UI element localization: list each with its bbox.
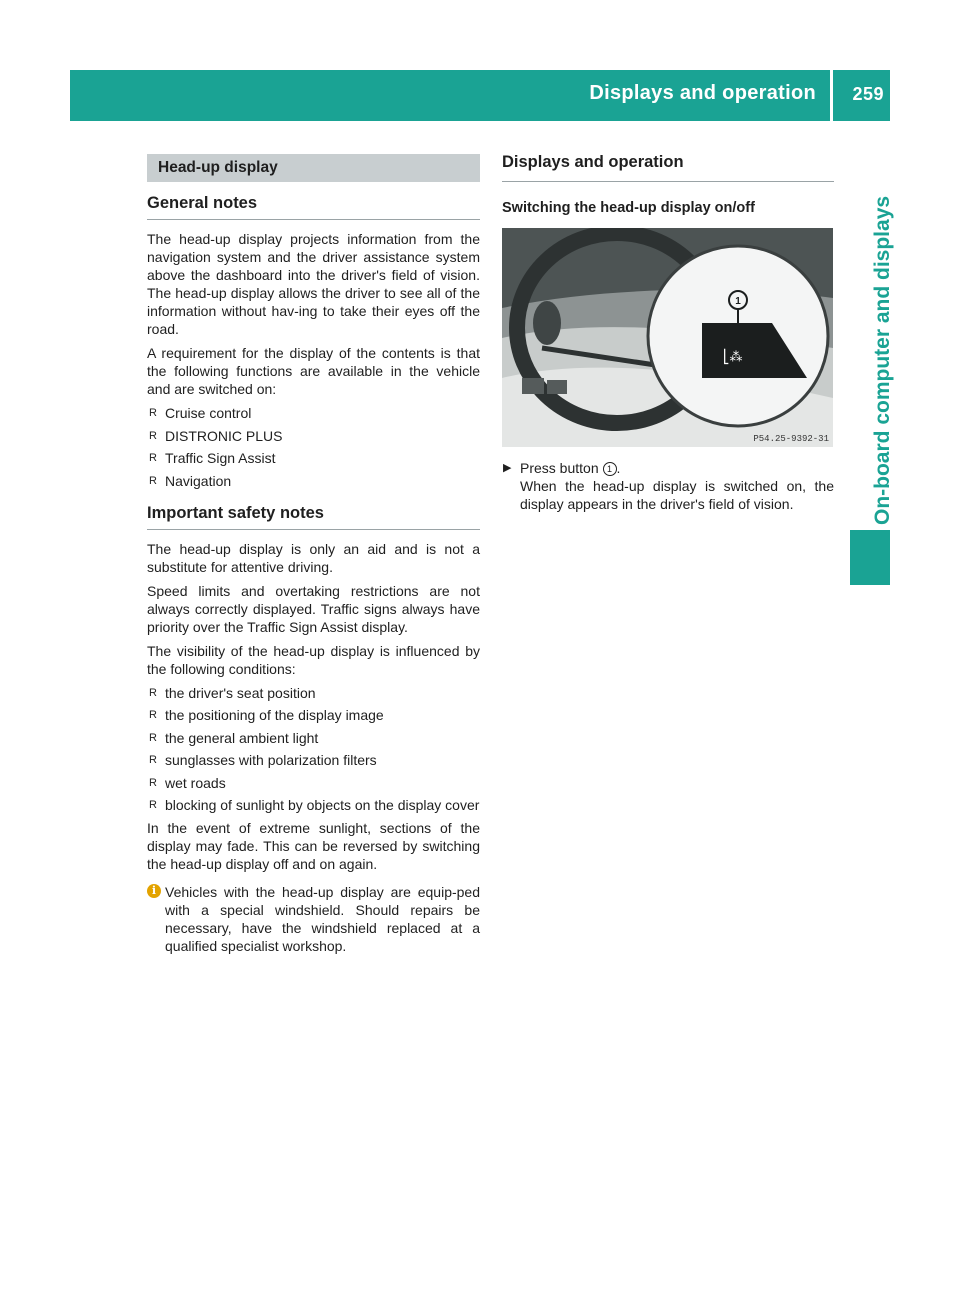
general-notes-heading: General notes	[147, 194, 480, 220]
page-header	[70, 70, 890, 121]
side-tab-title: On-board computer and displays	[871, 195, 894, 525]
list-item-text: Navigation	[165, 472, 232, 489]
page-number: 259	[852, 84, 884, 104]
general-paragraph-1: The head-up display projects information from the navigation system and the driver assistance system above the dashboard into the driver's field of vision. The head-up display allows the driver to see all of the information without hav-ing to take their eyes off the road.	[147, 231, 480, 337]
bullet-icon: R	[149, 429, 157, 442]
step-text: Press button	[520, 460, 599, 476]
button-callout: 1	[603, 462, 617, 476]
dashboard-photo	[502, 228, 833, 447]
header-divider	[830, 70, 833, 121]
bullet-icon: R	[149, 731, 157, 744]
list-item	[147, 449, 480, 467]
safety-notes-heading: Important safety notes	[147, 504, 480, 530]
info-note-text: Vehicles with the head-up display are equip-ped with a special windshield. Should repairs be necessary, have the windshield replaced at a qualified specialist workshop.	[165, 883, 480, 954]
side-tab-block	[850, 530, 890, 585]
section-title: Head-up display	[147, 154, 480, 182]
list-item	[147, 774, 480, 792]
list-item	[147, 472, 480, 490]
list-item	[147, 427, 480, 445]
hud-symbol-icon: ⎣⁂	[723, 350, 743, 365]
header-title: Displays and operation	[589, 82, 816, 104]
safety-paragraph-3: The visibility of the head-up display is influenced by the following conditions:	[147, 642, 480, 677]
functions-list	[147, 404, 480, 490]
list-item	[147, 684, 480, 702]
bullet-icon: R	[149, 709, 157, 721]
step-line	[520, 459, 834, 477]
list-item-text: Traffic Sign Assist	[165, 450, 276, 466]
list-item-text: DISTRONIC PLUS	[165, 427, 283, 444]
step-arrow-icon: ▶	[503, 462, 512, 474]
right-column	[502, 150, 834, 519]
list-item-text: wet roads	[165, 774, 226, 791]
list-item	[147, 729, 480, 747]
bullet-icon: R	[149, 407, 157, 419]
switch-hud-heading: Switching the head-up display on/off	[502, 200, 755, 216]
general-paragraph-2: A requirement for the display of the contents is that the following functions are available in the vehicle and are switched on:	[147, 345, 480, 397]
dashboard-illustration	[502, 228, 833, 447]
left-column	[147, 150, 480, 961]
bullet-icon: R	[149, 776, 157, 789]
bullet-icon: R	[149, 474, 157, 487]
list-item-text: the general ambient light	[165, 729, 319, 746]
bullet-icon: R	[149, 799, 157, 811]
info-note	[147, 883, 480, 955]
displays-operation-heading: Displays and operation	[502, 153, 834, 182]
bullet-icon: R	[149, 452, 157, 464]
figure-callout: 1	[735, 296, 741, 307]
conditions-list	[147, 684, 480, 815]
safety-paragraph-2: Speed limits and overtaking restrictions are not always correctly displayed. Traffic signs always have priority over the Traffic Sign Assist display.	[147, 582, 480, 635]
step-result: When the head-up display is switched on, the display appears in the driver's field of vision.	[520, 478, 834, 512]
list-item-text: sunglasses with polarization filters	[165, 752, 377, 768]
safety-paragraph-1: The head-up display is only an aid and is not a substitute for attentive driving.	[147, 540, 480, 575]
list-item-text: the driver's seat position	[165, 684, 316, 701]
list-item-text: the positioning of the display image	[165, 707, 384, 723]
instruction-step	[502, 459, 834, 513]
figure-code: P54.25-9392-31	[753, 434, 829, 444]
list-item	[147, 751, 480, 769]
list-item	[147, 706, 480, 724]
list-item-text: blocking of sunlight by objects on the display cover	[165, 797, 480, 813]
list-item	[147, 796, 480, 814]
list-item-text: Cruise control	[165, 405, 252, 421]
safety-paragraph-4: In the event of extreme sunlight, sections of the display may fade. This can be reversed by switching the head-up display off and on again.	[147, 819, 480, 872]
bullet-icon: R	[149, 686, 157, 699]
bullet-icon: R	[149, 754, 157, 766]
list-item	[147, 404, 480, 422]
info-icon: i	[147, 884, 161, 898]
step-suffix: .	[616, 460, 621, 476]
